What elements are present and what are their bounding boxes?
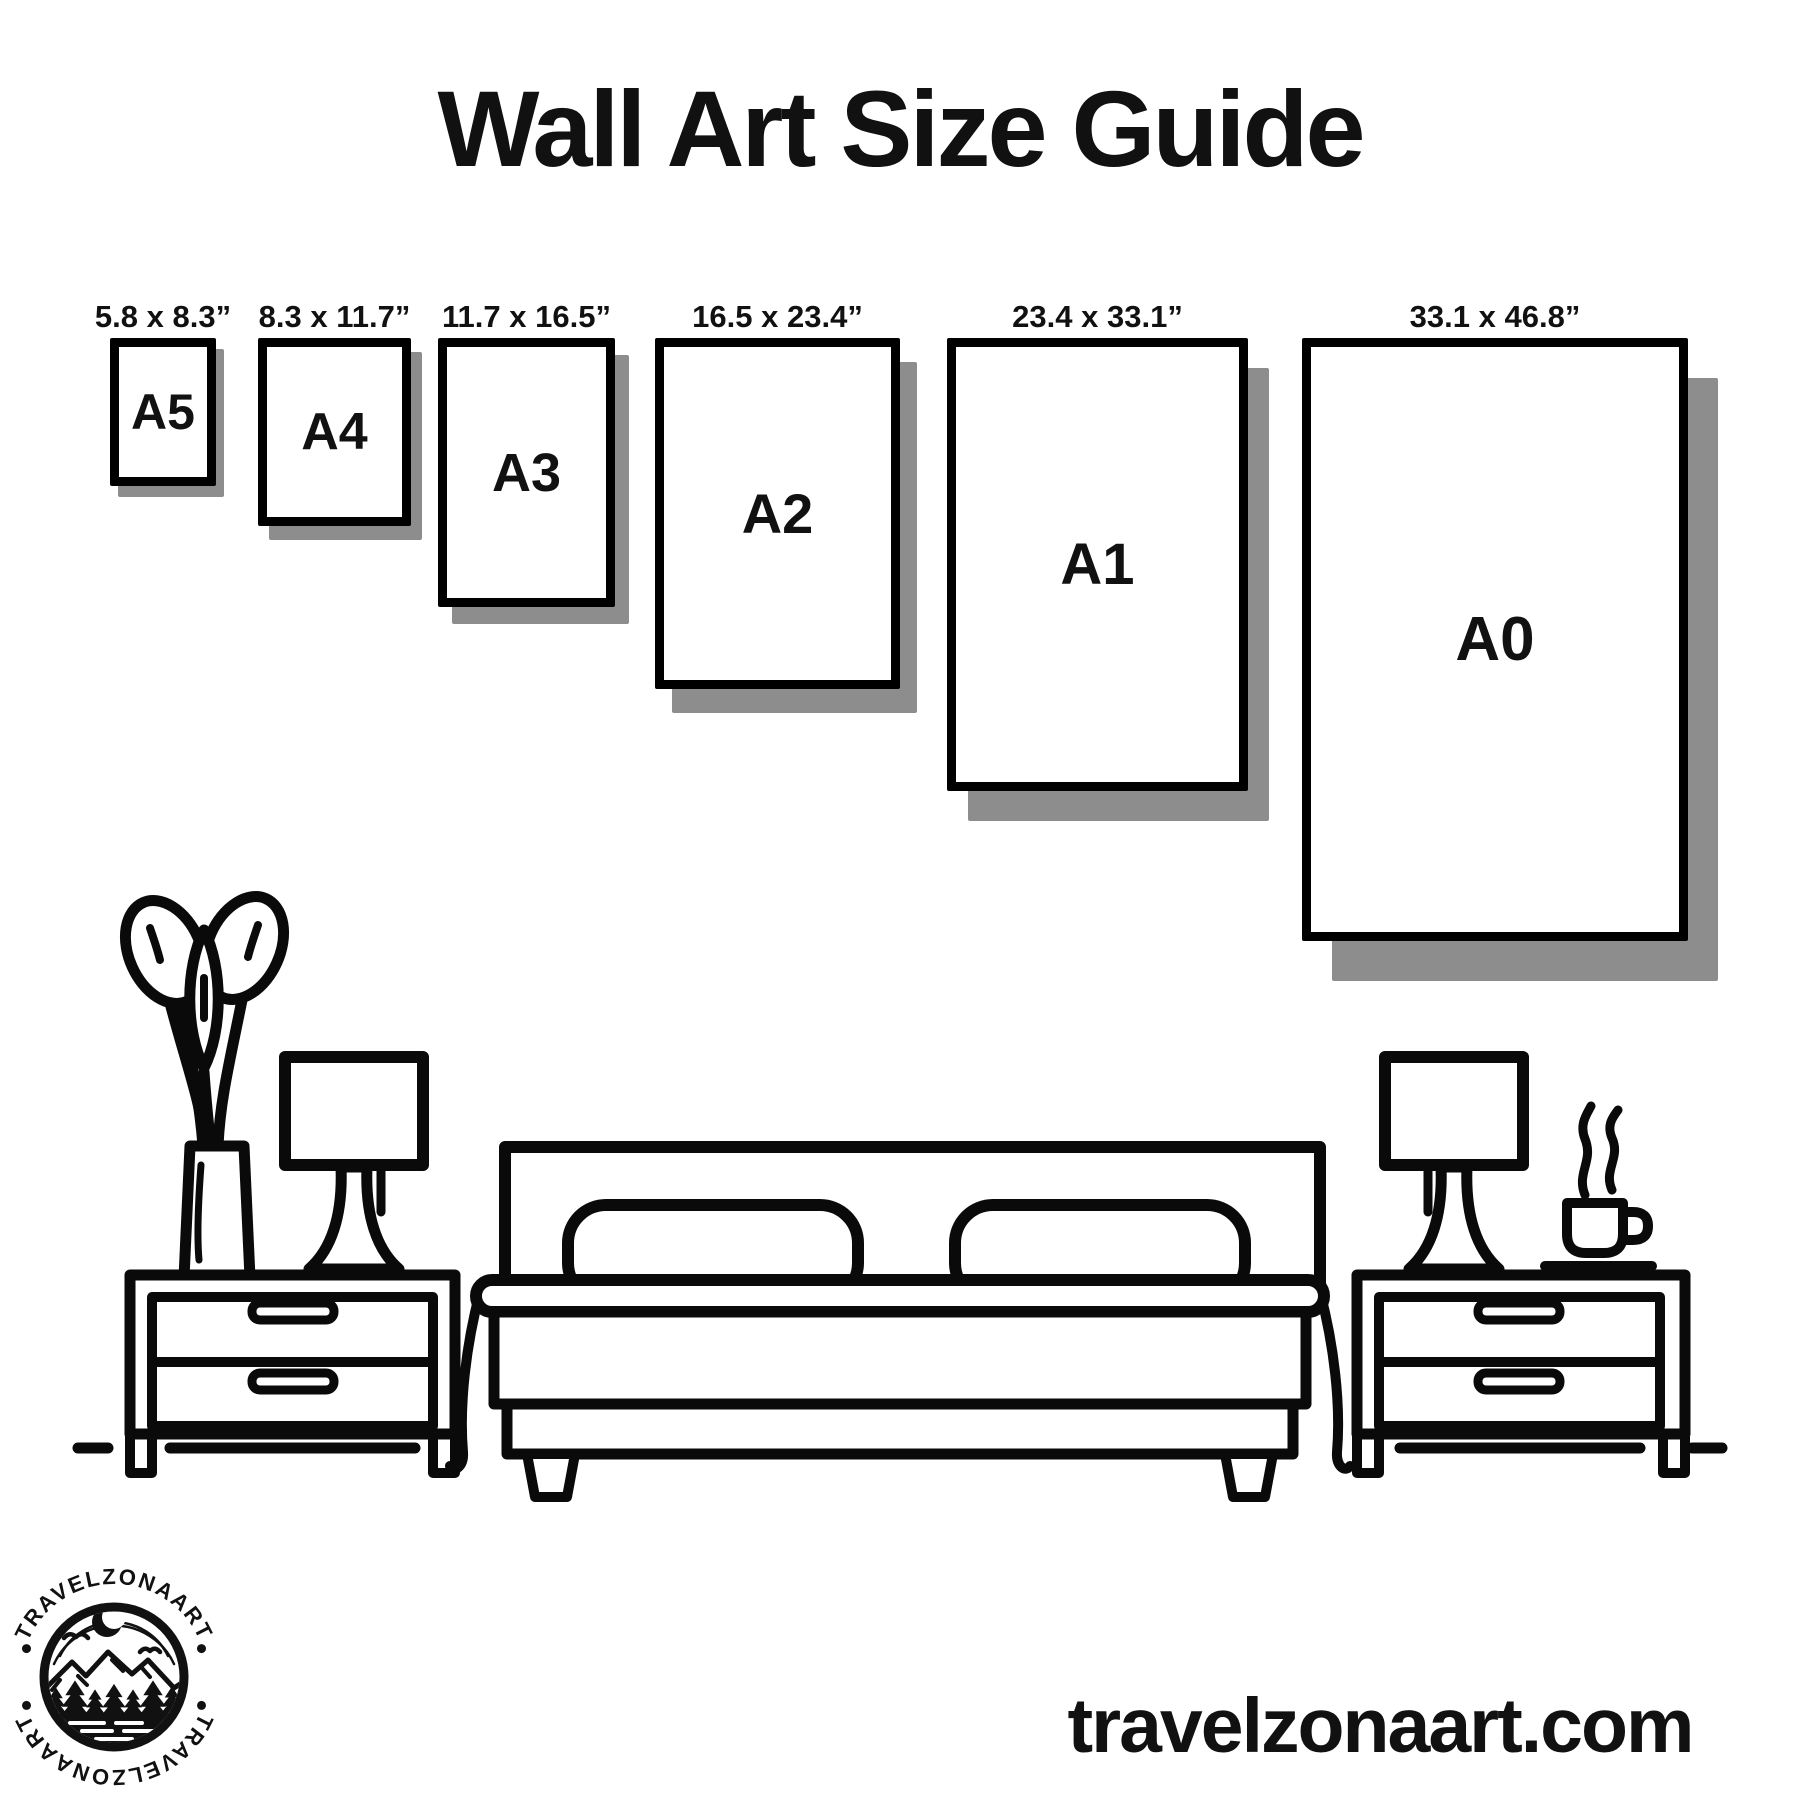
bed-icon	[450, 1147, 1350, 1497]
bedroom-illustration	[60, 850, 1750, 1510]
bird-icon	[64, 1634, 160, 1652]
pine-trees-icon	[44, 1680, 184, 1719]
frame-format-label: A0	[1455, 605, 1535, 674]
frame-format-label: A2	[741, 482, 814, 545]
brand-logo	[8, 1560, 220, 1796]
page-title: Wall Art Size Guide	[437, 68, 1363, 189]
poster-frame	[94, 299, 232, 486]
frame-format-label: A5	[131, 384, 195, 440]
steam-icon	[1582, 1106, 1618, 1195]
website-url: travelzonaart.com	[1067, 1683, 1693, 1769]
svg-text:TRAVELZONAART: TRAVELZONAART	[9, 1563, 219, 1645]
frame-size-label: 33.1 x 46.8”	[1409, 299, 1581, 334]
frame-size-label: 23.4 x 33.1”	[1012, 299, 1183, 334]
frame-format-label: A1	[1060, 532, 1135, 597]
plant-icon	[110, 884, 299, 1278]
poster-frame	[258, 299, 411, 526]
frame-size-label: 11.7 x 16.5”	[442, 299, 611, 334]
poster-frame	[438, 299, 615, 607]
frame-size-label: 8.3 x 11.7”	[258, 299, 411, 334]
table-lamp-icon	[285, 1057, 423, 1269]
table-lamp-icon	[1385, 1057, 1523, 1269]
frame-format-label: A4	[301, 403, 368, 461]
coffee-cup-icon	[1545, 1106, 1652, 1266]
frame-size-label: 16.5 x 23.4”	[692, 299, 863, 334]
svg-text:TRAVELZONAART: TRAVELZONAART	[9, 1709, 219, 1791]
poster-frame	[947, 299, 1248, 791]
poster-frame	[655, 299, 900, 689]
frame-format-label: A3	[491, 442, 562, 503]
frame-size-label: 5.8 x 8.3”	[94, 299, 232, 334]
